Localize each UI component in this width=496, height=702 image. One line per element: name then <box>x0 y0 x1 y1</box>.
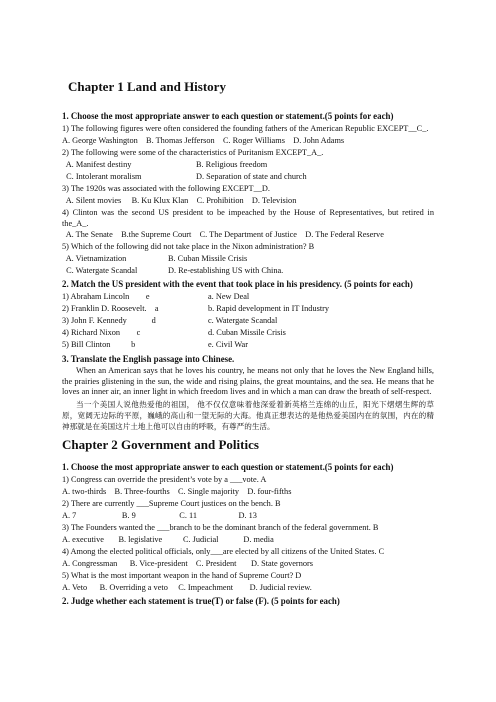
ch1-q4-options: A. The Senate B.the Supreme Court C. The Department of Justice D. The Federal Reserve <box>62 230 384 239</box>
ch1-q2-option-b: B. Religious freedom <box>196 160 268 169</box>
ch1-q2-option-c: C. Intolerant moralism <box>62 172 142 181</box>
match-right-item: e. Civil War <box>208 340 248 349</box>
ch1-q5: 5) Which of the following did not take place in the Nixon administration? B <box>62 242 315 251</box>
chapter-1-title: Chapter 1 Land and History <box>68 79 226 94</box>
match-right-item: d. Cuban Missile Crisis <box>208 328 286 337</box>
ch1-section-1-title: 1. Choose the most appropriate answer to each question or statement.(5 points for each) <box>62 111 394 121</box>
match-left-item: 3) John F. Kennedy d <box>62 316 156 325</box>
english-passage: When an American says that he loves his country, he means not only that he loves the New England hills, the prairies glistening in the sun, the wide and rising plains, the great mountains, and the sea. He means that he loves an inner air, an inner light in which freedom lives and in which a man can draw the breath of self-respect. <box>62 366 434 396</box>
ch1-q2-option-d: D. Separation of state and church <box>196 172 307 181</box>
chapter-2-title: Chapter 2 Government and Politics <box>62 437 259 452</box>
ch1-q3-options: A. Silent movies B. Ku Klux Klan C. Prohibition D. Television <box>62 196 297 205</box>
ch2-q5-options: A. Veto B. Overriding a veto C. Impeachment D. Judicial review. <box>62 583 312 592</box>
ch2-section-1-title: 1. Choose the most appropriate answer to each question or statement.(5 points for each) <box>62 462 394 472</box>
ch2-q1-options: A. two-thirds B. Three-fourths C. Single majority D. four-fifths <box>62 487 292 496</box>
ch1-q5-option-c: C. Watergate Scandal <box>62 266 138 275</box>
ch1-q3: 3) The 1920s was associated with the following EXCEPT__D. <box>62 184 270 193</box>
ch2-q3: 3) The Founders wanted the ___branch to be the dominant branch of the federal government. B <box>62 523 379 532</box>
ch1-section-2-title: 2. Match the US president with the event that took place in his presidency. (5 points for each) <box>62 279 413 289</box>
ch2-q1: 1) Congress can override the president’s vote by a ___vote. A <box>62 475 267 484</box>
match-left-item: 2) Franklin D. Roosevelt. a <box>62 304 159 313</box>
ch2-q4: 4) Among the elected political officials, only___are elected by all citizens of the United States. C <box>62 547 385 556</box>
ch1-section-3-title: 3. Translate the English passage into Chinese. <box>62 354 235 364</box>
match-left-item: 4) Richard Nixon c <box>62 328 141 337</box>
ch1-q2: 2) The following were some of the characteristics of Puritanism EXCEPT_A_. <box>62 148 324 157</box>
ch1-q5-option-d: D. Re-establishing US with China. <box>168 266 284 275</box>
ch2-q5: 5) What is the most important weapon in the hand of Supreme Court? D <box>62 571 302 580</box>
ch1-q5-option-a: A. Vietnamization <box>62 254 127 263</box>
ch2-q4-options: A. Congressman B. Vice-president C. President D. State governors <box>62 559 313 568</box>
ch1-q1: 1) The following figures were often considered the founding fathers of the American Republic EXCEPT__C_. <box>62 124 429 133</box>
ch2-q2: 2) There are currently ___Supreme Court justices on the bench. B <box>62 499 281 508</box>
match-right-item: b. Rapid development in IT Industry <box>208 304 330 313</box>
ch1-q4: 4) Clinton was the second US president to be impeached by the House of Representatives, but retired in the_A_. <box>62 208 434 228</box>
ch2-section-2-title: 2. Judge whether each statement is true(T) or false (F). (5 points for each) <box>62 596 340 606</box>
ch2-q2-options: A. 7 B. 9 C. 11 D. 13 <box>62 511 257 520</box>
ch1-q2-option-a: A. Manifest destiny <box>62 160 132 169</box>
ch2-q3-options: A. executive B. legislative C. Judicial D. media <box>62 535 274 544</box>
ch1-q1-options: A. George Washington B. Thomas Jefferson C. Roger Williams D. John Adams <box>62 136 345 145</box>
match-left-item: 1) Abraham Lincoln e <box>62 292 150 301</box>
ch1-q5-option-b: B. Cuban Missile Crisis <box>168 254 248 263</box>
match-right-item: a. New Deal <box>208 292 250 301</box>
match-left-item: 5) Bill Clinton b <box>62 340 136 349</box>
chinese-translation: 当一个美国人说他热爱他的祖国， 他不仅仅意味着他深爱着新英格兰连绵的山丘，阳光下熠熠生辉的草原，宽阔无边际的平原，巍峨的高山和一望无际的大海。他真正想表达的是他热爱美国内在的氛围，内在的精神那就是在美国这片土地上他可以自由的呼吸，有尊严的生活。 <box>62 400 434 431</box>
match-right-item: c. Watergate Scandal <box>208 316 278 325</box>
